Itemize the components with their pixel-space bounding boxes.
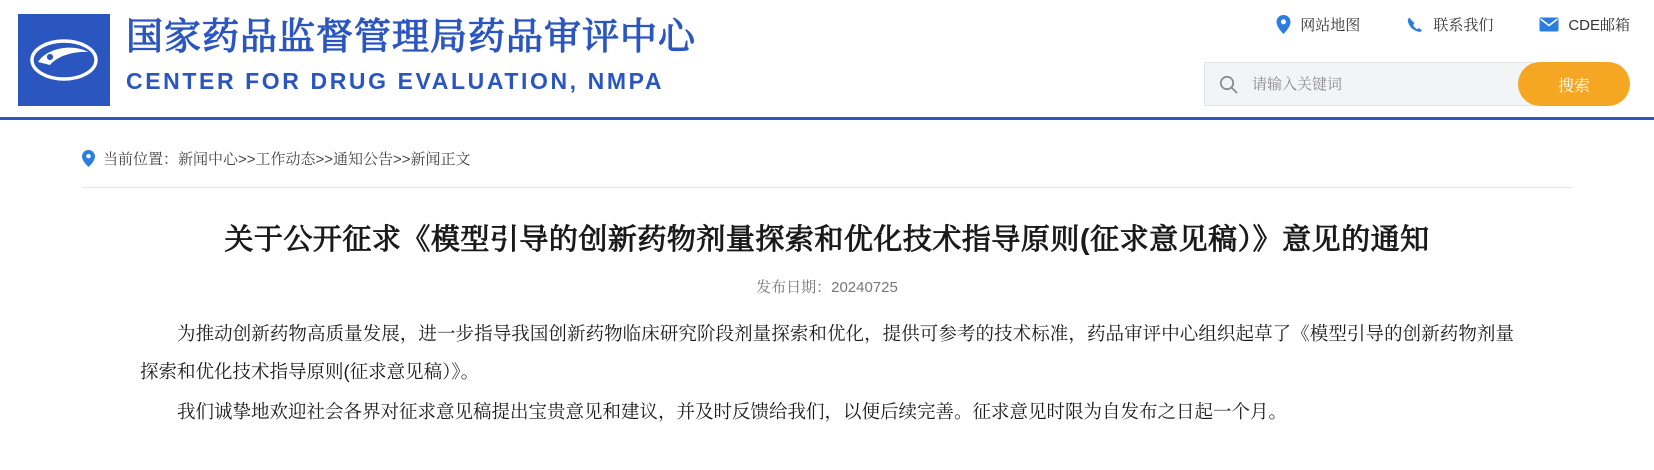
mail-icon — [1539, 17, 1559, 32]
top-link-mailbox[interactable] — [1539, 14, 1630, 35]
publish-date: 发布日期：20240725 — [756, 279, 898, 296]
search-button[interactable]: 搜索 — [1518, 62, 1630, 106]
map-pin-icon — [1276, 15, 1291, 34]
breadcrumb-text[interactable]: 当前位置：新闻中心>>工作动态>>通知公告>>新闻正文 — [103, 151, 471, 168]
phone-icon — [1406, 16, 1424, 34]
top-link-mailbox-label: CDE邮箱 — [1568, 17, 1630, 34]
top-link-contact-label: 联系我们 — [1433, 17, 1494, 34]
location-pin-icon — [82, 150, 95, 167]
site-header — [0, 0, 1654, 120]
article-paragraph: 为推动创新药物高质量发展，进一步指导我国创新药物临床研究阶段剂量探索和优化，提供可参考的技术标准，药品审评中心组织起草了《模型引导的创新药物剂量探索和优化技术指导原则(征求意见稿）》。 — [140, 323, 1514, 382]
search-input[interactable] — [1250, 75, 1500, 94]
page-body — [0, 120, 1654, 431]
top-link-sitemap[interactable] — [1276, 14, 1360, 35]
site-search — [1204, 62, 1630, 106]
site-logo[interactable] — [18, 14, 110, 106]
site-title-group — [126, 12, 696, 98]
article-paragraph: 我们诚挚地欢迎社会各界对征求意见稿提出宝贵意见和建议，并及时反馈给我们，以便后续完善。征求意见时限为自发布之日起一个月。 — [177, 401, 1288, 422]
site-title-cn: 国家药品监督管理局药品审评中心 — [126, 16, 696, 57]
article-body — [140, 315, 1514, 431]
cde-bird-logo-icon — [28, 32, 100, 88]
article — [0, 218, 1654, 431]
breadcrumb — [0, 120, 1654, 169]
site-title-en: CENTER FOR DRUG EVALUATION, NMPA — [126, 68, 665, 94]
search-input-wrapper[interactable] — [1204, 62, 1534, 106]
top-link-contact[interactable] — [1406, 14, 1493, 35]
page-title: 关于公开征求《模型引导的创新药物剂量探索和优化技术指导原则(征求意见稿）》意见的通知 — [224, 224, 1430, 256]
top-link-sitemap-label: 网站地图 — [1300, 17, 1361, 34]
breadcrumb-divider — [82, 187, 1572, 188]
header-top-links — [1276, 14, 1630, 35]
search-icon — [1219, 75, 1238, 94]
